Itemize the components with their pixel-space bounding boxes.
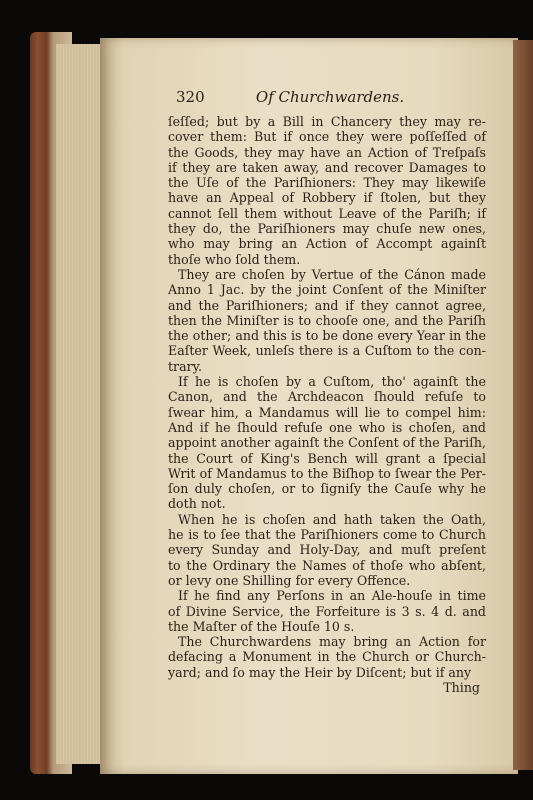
page-text [168,88,486,695]
facing-cover-edge [513,40,533,770]
text-line: Canon, and the Archdeacon ſhould refuſe to [168,389,486,405]
text-line: And if he ſhould refuſe one who is choſen, and [168,419,486,435]
text-line: the Goods, they may have an Action of Treſpaſs [168,144,486,160]
text-line: the other; and this is to be done every Year in the [168,328,486,344]
paragraph [168,634,486,680]
text-line: They are choſen by Vertue of the Cánon made [178,266,486,282]
text-line: When he is choſen and hath taken the Oath, [178,511,486,527]
text-line: the Uſe of the Pariſhioners: They may likewiſe [168,175,486,191]
text-line: If he find any Perſons in an Ale-houſe in time [178,588,486,604]
paragraph [168,588,486,634]
text-line: have an Appeal of Robbery if ſtolen, but they [168,190,486,206]
text-line: ſeſſed; but by a Bill in Chancery they may re- [168,114,486,129]
text-line: trary. [168,358,203,374]
body-text [168,114,486,680]
text-line: then the Miniſter is to chooſe one, and the Pariſh [168,312,486,328]
text-line: who may bring an Action of Accompt againſt [168,236,486,252]
text-line: every Sunday and Holy-Day, and muſt preſent [168,542,486,558]
paragraph [168,267,486,374]
text-line: the Court of King's Bench will grant a ſpecial [168,450,486,466]
text-line: to the Ordinary the Names of thoſe who abſent, [168,557,486,573]
page-number: 320 [176,88,205,106]
text-line: if they are taken away, and recover Damages to [168,159,486,175]
text-line: defacing a Monument in the Church or Church- [168,649,486,665]
text-line: If he is choſen by a Cuſtom, tho' againſt the [178,374,486,390]
text-line: the Maſter of the Houſe 10 s. [168,618,355,634]
paragraph [168,512,486,588]
text-line: thoſe who ſold them. [168,251,301,267]
page-stack-edge [56,44,102,764]
text-line: The Churchwardens may bring an Action for [178,634,486,650]
paragraph [168,114,486,267]
text-line: he is to ſee that the Pariſhioners come to Church [168,527,486,543]
text-line: Eaſter Week, unleſs there is a Cuſtom to the con- [168,343,486,359]
catchword: Thing [443,679,480,695]
text-line: of Divine Service, the Forfeiture is 3 s. 4 d. and [168,603,486,619]
text-line: cannot ſell them without Leave of the Pariſh; if [168,205,486,221]
text-line: or levy one Shilling for every Offence. [168,572,411,588]
text-line: doth not. [168,496,226,512]
text-line: Writ of Mandamus to the Biſhop to ſwear the Per- [168,465,486,481]
text-line: they do, the Pariſhioners may chuſe new ones, [168,221,486,237]
text-line: cover them: But if once they were poſſeſſed of [168,129,486,145]
text-line: and the Pariſhioners; and if they cannot agree, [168,297,486,313]
text-line: Anno 1 Jac. by the joint Conſent of the Miniſter [168,282,486,298]
page-header [168,88,486,110]
text-line: ſwear him, a Mandamus will lie to compel him: [168,404,486,420]
text-line: ſon duly choſen, or to ſigniſy the Cauſe why he [168,481,486,497]
text-line: appoint another againſt the Conſent of the Pariſh, [168,435,486,451]
text-line: yard; and ſo may the Heir by Diſcent; but if any [168,664,472,680]
paragraph [168,374,486,512]
running-head: Of Churchwardens. [255,88,405,106]
